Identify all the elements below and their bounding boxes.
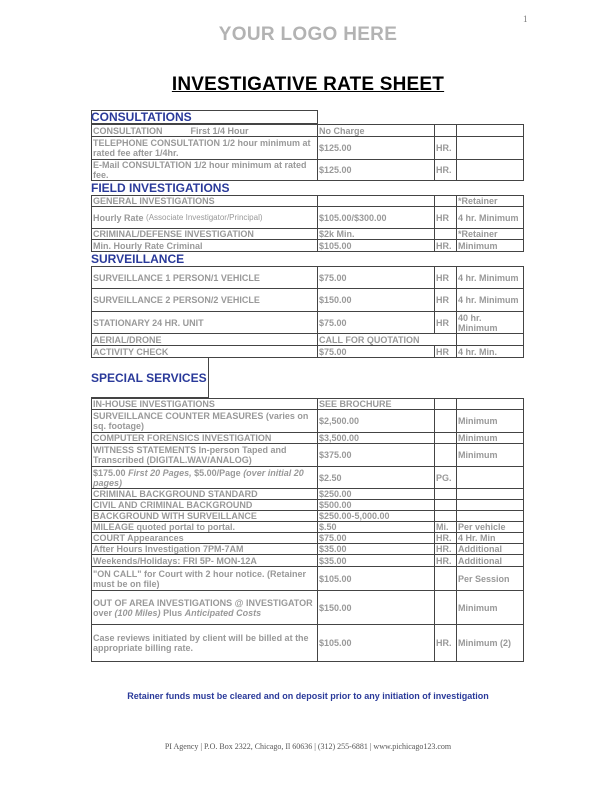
table-cell [434,345,457,358]
price-first-pages: $175.00 [93,467,126,478]
logo-placeholder: YOUR LOGO HERE [218,24,398,45]
note: Per vehicle [458,522,506,532]
table-cell [91,136,318,160]
table-cell [434,288,457,312]
costs-note: Anticipated Costs [184,607,262,618]
service-name [93,445,316,465]
table-cell [456,311,524,334]
table-cell [456,239,524,252]
table-cell [456,206,524,229]
table-cell [456,409,524,433]
unit: HR [436,212,449,223]
rate: $375.00 [319,450,352,460]
table-cell [91,266,318,289]
table-cell [317,443,435,467]
service-name: SURVEILLANCE COUNTER MEASURES (varies on sq. footage) [93,411,309,431]
table-row [91,466,524,489]
service-name: CRIMINAL BACKGROUND STANDARD [93,489,258,499]
service-name: AERIAL/DRONE [93,334,162,345]
unit: HR. [436,638,452,648]
note: Per Session [458,573,510,584]
unit: HR. [436,555,452,566]
table-cell [434,266,457,289]
rate: $125.00 [319,165,352,175]
table-cell [91,239,318,252]
note: Minimum [458,416,498,426]
rate: $75.00 [319,346,347,357]
distance-note: (100 Miles) [114,607,161,618]
service-name: CONSULTATION [93,125,163,136]
note: Minimum [458,240,498,251]
out-of-area-label: OUT OF AREA INVESTIGATIONS @ INVESTIGATOR over [93,597,313,618]
unit: HR. [436,544,452,554]
table-cell [456,566,524,591]
table-cell [317,466,435,489]
table-cell [317,159,435,181]
table-cell [91,624,318,662]
per-page-note: (over initial 20 pages) [93,467,304,488]
service-name: IN-HOUSE INVESTIGATIONS [93,399,215,409]
rate: $250.00-5,000.00 [319,511,390,521]
unit: HR. [436,165,452,175]
rate: $105.00 [319,573,352,584]
table-row [91,443,524,467]
table-cell [317,311,435,334]
note: Minimum [458,450,498,460]
service-name: Case reviews initiated by client will be billed at the appropriate billing rate. [93,633,309,653]
section-heading-consultations: CONSULTATIONS [91,110,192,124]
table-cell [91,409,318,433]
unit: HR [436,295,449,305]
rate: $2k Min. [319,229,355,239]
service-name: CRIMINAL/DEFENSE INVESTIGATION [93,229,254,239]
table-cell [317,624,435,662]
rate: SEE BROCHURE [319,399,392,409]
rate: No Charge [319,125,365,136]
table-cell [456,624,524,662]
table-cell [434,136,457,160]
rate: $105.00 [319,638,352,648]
service-name-main: WITNESS STATEMENTS In-person Taped and Transcribed [93,445,287,465]
note: Additional [458,555,502,566]
table-cell [434,159,457,181]
table-cell [317,566,435,591]
table-cell [456,266,524,289]
service-name: SURVEILLANCE 1 PERSON/1 VEHICLE [93,272,260,283]
note: Minimum (2) [458,638,511,648]
rate: $500.00 [319,500,352,510]
table-cell [317,206,435,229]
table-cell [456,136,524,160]
service-name: MILEAGE quoted portal to portal. [93,522,235,532]
rate: $2.50 [319,472,342,483]
table-cell [434,566,457,591]
service-name: Hourly Rate [93,212,144,223]
table-cell [317,136,435,160]
table-row [91,409,524,433]
retainer-note: Retainer funds must be cleared and on deposit prior to any initiation of investigation [127,691,489,701]
note: Minimum [458,433,498,443]
unit: HR. [436,240,452,251]
unit: HR [436,346,449,357]
table-cell [434,590,457,625]
unit: HR. [436,533,452,543]
first-pages-label: First 20 Pages, [128,467,192,478]
rate: $35.00 [319,555,347,566]
page-number: 1 [523,14,528,24]
unit: HR. [436,143,452,153]
table-row [91,206,524,229]
note: 40 hr. Minimum [458,312,498,333]
service-name: COURT Appearances [93,533,184,543]
note: 4 hr. Minimum [458,272,519,283]
section-heading-field: FIELD INVESTIGATIONS [91,181,230,195]
rate: $105.00/$300.00 [319,212,387,223]
rate: $125.00 [319,143,352,153]
rate: $105.00 [319,240,352,251]
table-cell [317,345,435,358]
table-cell [91,443,318,467]
service-name [93,598,316,618]
service-name: "ON CALL" for Court with 2 hour notice. (Retainer must be on file) [93,568,307,589]
table-cell [91,590,318,625]
per-page-price: $5.00/Page [194,467,241,478]
note: 4 hr. Minimum [458,212,519,223]
table-cell [434,624,457,662]
rate: $150.00 [319,602,352,613]
table-cell [317,239,435,252]
table-row [91,624,524,662]
note: *Retainer [458,229,498,239]
table-cell [317,409,435,433]
table-cell [317,266,435,289]
rate: $35.00 [319,544,347,554]
service-name: TELEPHONE CONSULTATION 1/2 hour minimum at rated fee after 1/4hr. [93,138,311,158]
table-cell [434,409,457,433]
unit: Mi. [436,522,449,532]
rate: $75.00 [319,533,347,543]
service-name: SURVEILLANCE 2 PERSON/2 VEHICLE [93,295,260,305]
footer-contact: PI Agency | P.O. Box 2322, Chicago, Il 60636 | (312) 255-6881 | www.pichicago123.com [164,742,452,751]
rate: $2,500.00 [319,416,360,426]
note: Additional [458,544,502,554]
table-cell [456,590,524,625]
rate: $250.00 [319,489,352,499]
service-note: First 1/4 Hour [190,125,249,136]
table-cell [91,288,318,312]
rate: $.50 [319,522,337,532]
unit: HR [436,272,449,283]
service-name-format: (DIGITAL.WAV/ANALOG) [146,455,252,465]
table-cell [91,566,318,591]
table-cell [91,159,318,181]
rate: $75.00 [319,317,347,328]
table-cell [456,345,524,358]
section-heading-surveillance: SURVEILLANCE [91,252,185,266]
table-row [91,345,524,358]
table-cell [434,206,457,229]
service-name: Min. Hourly Rate Criminal [93,240,203,251]
table-row [91,311,524,334]
note: 4 hr. Minimum [458,295,519,305]
table-cell [456,466,524,489]
section-heading-special: SPECIAL SERVICES [91,371,207,385]
rate: $150.00 [319,295,352,305]
service-name [93,468,316,488]
service-name: GENERAL INVESTIGATIONS [93,196,215,206]
service-name: ACTIVITY CHECK [93,346,169,357]
service-note: (Associate Investigator/Principal) [146,212,263,222]
table-row [91,266,524,289]
table-cell [317,288,435,312]
table-cell [317,590,435,625]
service-name: E-Mail CONSULTATION 1/2 hour minimum at rated fee. [93,160,307,180]
note: *Retainer [458,196,498,206]
unit: HR [436,317,449,328]
note: 4 hr. Min. [458,346,498,357]
table-cell [434,239,457,252]
rate: $3,500.00 [319,433,360,443]
service-name: BACKGROUND WITH SURVEILLANCE [93,511,257,521]
note: 4 Hr. Min [458,533,496,543]
page-title: INVESTIGATIVE RATE SHEET [171,74,445,95]
table-cell [434,443,457,467]
table-row [91,136,524,160]
table-row [91,159,524,181]
service-name: CIVIL AND CRIMINAL BACKGROUND [93,500,253,510]
service-name: STATIONARY 24 HR. UNIT [93,317,204,328]
table-cell [91,345,318,358]
plus-label: Plus [163,607,183,618]
table-cell [91,466,318,489]
table-cell [456,159,524,181]
table-row [91,288,524,312]
rate: $75.00 [319,272,347,283]
table-cell [91,206,318,229]
service-name: After Hours Investigation 7PM-7AM [93,544,244,554]
page-title-wrap [0,74,616,96]
table-cell [456,443,524,467]
rate: CALL FOR QUOTATION [319,334,420,345]
service-name: COMPUTER FORENSICS INVESTIGATION [93,433,272,443]
note: Minimum [458,602,498,613]
table-row [91,239,524,252]
table-row [91,566,524,591]
table-cell [456,288,524,312]
unit: PG. [436,472,452,483]
table-row [91,590,524,625]
service-name: Weekends/Holidays: FRI 5P- MON-12A [93,555,257,566]
table-cell [434,311,457,334]
table-cell [91,311,318,334]
table-cell [434,466,457,489]
